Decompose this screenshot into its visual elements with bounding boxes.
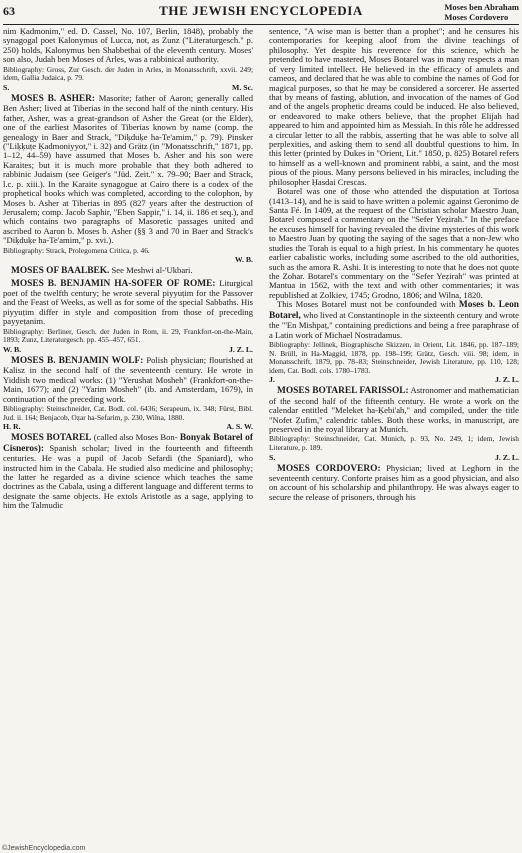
bibliography: Bibliography: Strack, Prolegomena Critica, p. 46.	[3, 245, 150, 255]
article-text: Masorite; father of Aaron; generally called Ben Asher; lived at Tiberias in the second half of the ninth century. His father, Asher, was a great-grandson of Asher the Great (or the Elder), one of the earliest Masorites of Tiberias known by name (comp. the genealogy in Baer and Strack, "Diḳduḳe ha-Te'amim," p. 79). Pinsker ("Liḳḳuṭe Ḳadmoniyyot," i. 32) and Grätz (in "Monatsschrift," 1871, pp. 1–12, 44–59) have assumed that Moses b. Asher and his son were Karaites; but it is much more probable that they both adhered to rabbinic Judaism (see Geiger's "Jüd. Zeit." x. 79–90; Baer and Strack, l.c. p. xiii.). In the Karaite synagogue at Cairo there is a codex of the prophetical books which was completed, according to the colophon, by Moses b. Asher at Tiberias in 895 (827 years after the destruction of Jerusalem; comp. Jacob Saphir, "Eben Sappir," i. 14, ii. 186 et seq.), and which contains two paragraphs of Masoretic passages united and ascribed to Aaron b. Moses b. Asher (§§ 3 and 70 in Baer and Strack's "Diḳduḳe ha-Te'amim," p. xvi.).	[3, 92, 253, 246]
article-moses-b-asher	[3, 94, 253, 246]
signature-left: H. R.	[3, 422, 21, 432]
article-paragraph: This Moses Botarel must not be confounded with Moses b. Leon Botarel, who lived at Constantinople in the sixteenth century and wrote the "'En Mishpaṭ," containing predictions and being a free paraphrase of a Latin work of Michael Nostradamus.	[269, 299, 519, 340]
catchword-last: Moses Cordovero	[444, 12, 509, 22]
signature-right: M. Sc.	[231, 82, 253, 92]
article-text: Physician; lived at Leghorn in the seventeenth century. Conforte praises him as a good physician, and also on account of his scholarship and philanthropy. He was always eager to secure the release of prisoners, through his	[269, 462, 519, 502]
signature-right: J. Z. L.	[494, 452, 519, 462]
article-text: Spanish scholar; lived in the fourteenth and fifteenth centuries. He was a pupil of Jacob Sefardi (the Spaniard), who instructed him in the Cabala. He studied also medicine and philosophy; the latter he regarded as a divine science which teaches the same doctrines as the Cabala, using a different language and different terms to designate the same objects. He extols Aristotle as a sage, applying to him the Talmudic	[3, 442, 253, 511]
article-heading: MOSES B. ASHER:	[11, 93, 96, 104]
bibliography: Bibliography: Jellinek, Biographische Skizzen, in Orient, Lit. 1846, pp. 187–189; N. Brüll, in Ha-Maggid, 1878, pp. 198–199; Grätz, Gesch. viii. 98; idem, in Monatsschrift, 1879, pp. 78–83; Steinschneider, Jewish Literature, pp. 110, 128; idem, Cat. Bodl. cols. 1780–1783.	[269, 339, 519, 375]
article-paragraph: Botarel was one of those who attended the disputation at Tortosa (1413–14), and he is said to have written a polemic against Geronimo de Santa Fé. In 1409, at the request of the Christian scholar Maestro Juan, Botarel composed a commentary on the "Sefer Yeẓirah." In the preface he excuses himself for having revealed the divine mysteries of this work to Maestro Juan by quoting the saying of the sages that a non-Jew who studies the Torah is equal to a high priest. In his commentary he quotes earlier cabalistic works, including some ascribed to the old authorities, such as the amora R. Ashi. It is interesting to note that he does not quote the Zohar. Botarel's commentary on the "Sefer Yeẓirah" was printed at Mantua in 1562, with the text and with other commentaries; it was republished at Zolkiev, 1745; Grodno, 1806; and Wilna, 1820.	[269, 186, 519, 300]
article-text-alias: (called also Moses Bon-	[93, 432, 178, 443]
article-heading: MOSES BOTAREL FARISSOL:	[277, 386, 409, 397]
article-heading: MOSES CORDOVERO:	[277, 463, 381, 474]
page-number: 63	[3, 4, 15, 18]
catchwords	[444, 2, 519, 22]
signature-right: A. S. W.	[226, 422, 253, 432]
article-continuation-text: sentence, "A wise man is better than a prophet"; and he censures his contemporaries for keeping aloof from the divine teachings of philosophy. Yet despite his reverence for this science, which he pretended to have mastered, Moses Botarel was in many respects a man of very limited intellect. He believed in the efficacy of amulets and cameos, and declared that he was able to combine the names of God for magical purposes, so that he may be considered a sorcerer. He asserted that by means of fasting, ablution, and invocation of the names of God and of the angels prophetic dreams could be induced. He also believed, or endeavored to make others believe, that the prophet Elijah had appeared to him and appointed him as Messiah. In this rôle he addressed a circular letter to all the rabbis, asserting that he was able to solve all perplexities, and asking them to send all doubtful questions to him. In this letter (printed by Dukes in "Orient, Lit." 1850, p. 825) Botarel refers to himself as a well-known and prominent rabbi, a saint, and the most pious of the pious. Many persons believed in his miracles, including the philosopher Ḥasdai Crescas.	[269, 26, 519, 187]
catchword-first: Moses ben Abraham	[444, 2, 519, 12]
signature-left: S.	[3, 82, 10, 92]
article-moses-botarel	[3, 433, 253, 510]
bibliography: Bibliography: Steinschneider, Cat. Munich, p. 93, No. 249, 1; idem, Jewish Literature, p. 189.	[269, 434, 519, 452]
article-moses-botarel-farissol	[269, 386, 519, 434]
bibliography: Bibliography: Steinschneider, Cat. Bodl. col. 6436; Serapeum, ix. 348; Fürst, Bibl. Jud. ii. 164; Benjacob, Oẓar ha-Sefarim, p. 230, Wilna, 1880.	[3, 404, 253, 422]
bibliography: Bibliography: Berliner, Gesch. der Juden in Rom, ii. 29, Frankfort-on-the-Main, 1893; Zunz, Literaturgesch. pp. 455–457, 651.	[3, 326, 253, 345]
cross-reference-name: Moses b. Leon Botarel,	[269, 300, 519, 321]
article-text: Astronomer and mathematician of the second half of the fifteenth century. He wrote a work on the calendar entitled "Meleket ha-Ḳebi'ah," and compiled, under the title "Nofet Ẓufim," calendric tables. Both these works, in manuscript, are preserved in the royal library at Munich.	[269, 385, 520, 434]
running-header	[3, 2, 519, 25]
article-moses-of-baalbek	[3, 266, 253, 276]
article-heading: MOSES B. BENJAMIN WOLF:	[11, 355, 144, 366]
article-heading-alias: Bonyak Botarel of Cisneros):	[3, 433, 253, 454]
article-moses-b-benjamin-ha-sofer	[3, 279, 253, 327]
article-moses-b-benjamin-wolf	[3, 356, 253, 404]
signature-left: W. B.	[3, 344, 22, 354]
copyright-credit: ©JewishEncyclopedia.com	[2, 845, 86, 852]
bibliography: Bibliography: Gross, Zur Gesch. der Juden in Arles, in Monatsschrift, xxvii. 249; idem, Gallia Judaica, p. 79.	[3, 64, 253, 83]
left-column	[3, 27, 253, 511]
running-title: THE JEWISH ENCYCLOPEDIA	[159, 3, 363, 18]
article-text: Liturgical poet of the twelfth century; he wrote several piyyuṭim for the Passover and the Feast of Weeks, as well as for some of the special Sabbaths. His piyyuṭim differ in style and composition from those of preceding payyeṭanim.	[3, 277, 253, 327]
article-heading: MOSES BOTAREL	[11, 433, 92, 444]
signature-line	[269, 375, 519, 384]
signature-right: W. B.	[234, 255, 253, 265]
signature-line	[3, 422, 253, 431]
signature-right: J. Z. L.	[228, 344, 253, 354]
signature-line	[3, 345, 253, 354]
signature-line	[3, 255, 253, 264]
signature-line	[3, 83, 253, 92]
article-continuation-text: nim Ḳadmonim," ed. D. Cassel, No. 107, Berlin, 1848), probably the synagogal poet Kalonymus of Lucca, not, as Zunz ("Literaturgesch." p. 250) holds, Kalonymus ben Shabbethai of the eleventh century. Moses' son also, Judah ben Moses of Arles, was a rabbinical authority.	[3, 26, 253, 65]
signature-left: S.	[269, 452, 276, 462]
article-heading: MOSES B. BENJAMIN HA-SOFER OF ROME:	[11, 278, 216, 289]
signature-left: J.	[269, 375, 275, 385]
article-text: See Meshwi al-'Ukbari.	[111, 265, 193, 276]
article-heading: MOSES OF BAALBEK.	[11, 266, 110, 277]
article-text: Polish physician; flourished at Kalisz in the second half of the seventeenth century. He wrote in Yiddish two medical works: (1) "Yerushat Mosheh" (Frankfort-on-the-Main, 1677); and (2) "Yarim Mosheh" (ib. and Amsterdam, 1679), in continuation of the preceding work.	[3, 354, 253, 404]
signature-right: J. Z. L.	[494, 375, 519, 385]
signature-line	[269, 453, 519, 462]
article-moses-cordovero	[269, 464, 519, 503]
right-column	[269, 27, 519, 502]
